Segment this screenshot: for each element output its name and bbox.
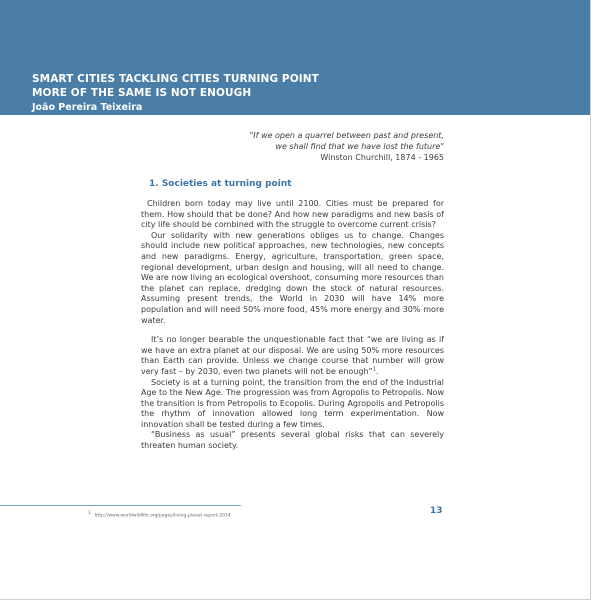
footnote <box>88 510 231 520</box>
paragraph-1: Children born today may live until 2100. Cities must be prepared for them. How should that be done? And how new paradigms and new basis of city life should be combined with the struggle to overcome current crisis? <box>141 199 444 230</box>
footnote-link[interactable]: http://www.worldwildlife.org/pages/living-planet-report-2014 <box>94 513 231 519</box>
title-line-2: MORE OF THE SAME IS NOT ENOUGH <box>32 87 252 99</box>
body-text <box>141 199 444 452</box>
header-band <box>0 0 591 115</box>
paragraph-4: Society is at a turning point, the transition from the end of the Industrial Age to the New Age. The progression was from Agropolis to Petropolis. Now the transition is from Petropolis to Ecopolis. During Agropolis and Petropolis the rhythm of innovation allowed long term experimentation. Now innovation shall be tested during a few times. <box>141 377 444 429</box>
paragraph-3: It’s no longer bearable the unquestionable fact that “we are living as if we have an extra planet at our disposal. We are using 50% more resources than Earth can provide. Unless we change course that number will grow very fast – by 2030, even two planets will not be enough”$^1$. <box>141 335 444 376</box>
paragraph-5: “Business as usual” presents several global risks that can severely threaten human society. <box>141 430 444 451</box>
footnote-divider <box>0 505 241 506</box>
title-line-1: SMART CITIES TACKLING CITIES TURNING POINT <box>32 73 319 85</box>
paragraph-2: Our solidarity with new generations obliges us to change. Changes should include new political approaches, new technologies, new concepts and new paradigms. Energy, agriculture, transportation, green space, regional development, urban design and housing, will all need to change. We are now living an ecological overshoot, consuming more resources than the planet can replace, dredging down the stock of natural resources. Assuming present trends, the World in 2030 will have 14% more population and will need 50% more food, 45% more energy and 30% more water. <box>141 230 444 325</box>
paragraph-3-text: It’s no longer bearable the unquestionable fact that “we are living as if we have an extra planet at our disposal. We are using 50% more resources than Earth can provide. Unless we change course that number will grow very fast – by 2030, even two planets will not be enough” <box>141 335 444 376</box>
epigraph-quote-line-1: "If we open a quarrel between past and present, <box>249 131 444 140</box>
epigraph-quote-line-2: we shall find that we have lost the future" <box>275 142 444 151</box>
page-number: 13 <box>430 506 443 516</box>
footnote-reference[interactable]: 1 <box>372 366 376 373</box>
author-name: João Pereira Teixeira <box>32 102 143 113</box>
section-heading: 1. Societies at turning point <box>149 179 292 189</box>
epigraph-attribution: Winston Churchill, 1874 - 1965 <box>320 153 444 162</box>
title-block <box>32 72 572 114</box>
footnote-number: 1 <box>88 510 91 515</box>
epigraph <box>250 130 444 163</box>
